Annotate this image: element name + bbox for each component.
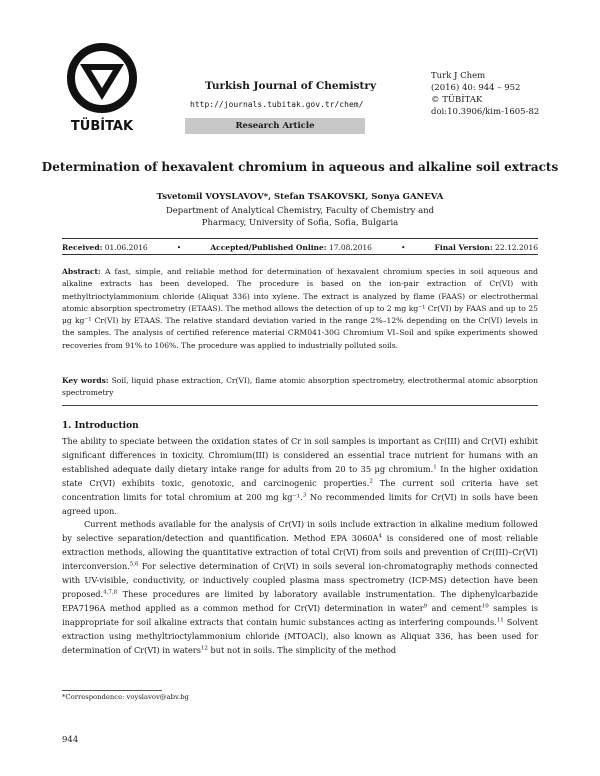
journal-abbrev: Turk J Chem	[431, 71, 486, 81]
citation-ref[interactable]: 11	[496, 617, 504, 624]
citation-ref[interactable]: 12	[200, 644, 208, 651]
intro-paragraph-1: The ability to speciate between the oxidation states of Cr in soil samples is important as Cr(III) and Cr(VI) exhibit significant differences in toxicity. Chromium(III) is considered an essential trace nutrient for humans with an established adequate daily dietary intake range for adults from 20 to 35 μg chromium.$^1$ In the higher oxidation state Cr(VI) exhibits toxic, genotoxic, and carcinogenic properties.$^2$ The current soil criteria have set concentration limits for total chromium at 200 mg kg⁻¹.$^3$ No recommended limits for Cr(VI) in soils have been agreed upon.	[62, 436, 539, 516]
article-title: Determination of hexavalent chromium in aqueous and alkaline soil extracts	[41, 160, 559, 174]
citation-ref[interactable]: 1	[433, 464, 437, 471]
date-separator: •	[176, 242, 182, 252]
journal-name: Turkish Journal of Chemistry	[205, 80, 377, 92]
tubitak-emblem-icon	[62, 42, 142, 137]
journal-url[interactable]: http://journals.tubitak.gov.tr/chem/	[190, 100, 364, 109]
citation-ref[interactable]: 4,7,8	[103, 589, 118, 596]
citation-ref[interactable]: 5,6	[129, 561, 139, 568]
abstract	[62, 266, 538, 352]
received-date: Received: 01.06.2016	[62, 242, 148, 252]
doi[interactable]: doi:10.3906/kim-1605-82	[431, 107, 540, 117]
abstract-label: Abstract:	[62, 267, 101, 276]
article-type-badge: Research Article	[185, 118, 365, 134]
citation-ref[interactable]: 3	[302, 491, 307, 498]
section-divider	[62, 405, 538, 406]
keywords-text: Soil, liquid phase extraction, Cr(VI), flame atomic absorption spectrometry, electrothermal atomic absorption spectrometry	[62, 376, 539, 398]
abstract-text: A fast, simple, and reliable method for determination of hexavalent chromium species in soil aqueous and alkaline extracts has been developed. The procedure is based on the ion-pair extraction of Cr(VI) with methyltrioctylammonium chloride (Aliquat 336) into xylene. The extract is analyzed by flame (FAAS) or electrothermal atomic absorption spectrometry (ETAAS). The method allows the detection of up to 2 mg kg⁻¹ Cr(VI) by FAAS and up to 25 μg kg⁻¹ Cr(VI) by ETAAS. The relative standard deviation varied in the range 2%–12% depending on the Cr(VI) levels in the samples. The analysis of certified reference material CRM041-30G Chromium VI–Soil and spike experiments showed recoveries from 91% to 106%. The procedure was applied to industrially polluted soils.	[62, 267, 538, 350]
citation-ref[interactable]: 9	[423, 603, 428, 610]
accepted-date: Accepted/Published Online: 17.08.2016	[210, 242, 372, 252]
authors: Tsvetomil VOYSLAVOV*, Stefan TSAKOVSKI, Sonya GANEVA	[156, 192, 444, 202]
footnote-rule	[62, 690, 162, 691]
copyright: © TÜBİTAK	[431, 95, 483, 105]
keywords	[62, 375, 538, 400]
volume-pages: (2016) 40: 944 – 952	[431, 83, 521, 93]
keywords-label: Key words:	[62, 376, 109, 385]
affiliation: Department of Analytical Chemistry, Faculty of Chemistry and Pharmacy, University of Sofia, Sofia, Bulgaria	[165, 206, 435, 228]
logo-text: TÜBİTAK	[70, 119, 134, 134]
dates-bar	[62, 238, 538, 255]
date-separator: •	[401, 242, 406, 252]
intro-heading: 1. Introduction	[62, 421, 139, 431]
page-number: 944	[62, 735, 79, 745]
intro-paragraph-2: Current methods available for the analysis of Cr(VI) in soils include extraction in alkaline medium followed by selective separation/detection and quantification. Method EPA $3060A^4$ is considered one of most reliable extraction methods, allowing the quantitative extraction of total Cr(VI) from soils and prevention of Cr(III)–Cr(VI) interconversion.$^{5,6}$ For selective determination of Cr(VI) in soils several ion-chromatography methods connected with UV-visible, conductivity, or inductively coupled plasma mass spectrometry (ICP-MS) detection have been proposed.$^{4,7,8}$ These procedures are limited by laboratory available instrumentation. The diphenylcarbazide EPA7196A method applied as a common method for Cr(VI) determination in water$^9$ and cement$^{10}$ samples is inappropriate for soil alkaline extracts that contain humic substances acting as interfering compounds.$^{11}$ Solvent extraction using methyltrioctylammonium chloride (MTOACl), also known as Aliquat 336, has been used for determination of Cr(VI) in waters$^{12}$ but not in soils. The simplicity of the method	[62, 519, 539, 655]
citation-block	[431, 70, 539, 118]
final-date: Final Version: 22.12.2016	[434, 242, 538, 252]
citation-ref[interactable]: 4	[378, 533, 383, 540]
intro-body	[62, 435, 538, 658]
tubitak-logo	[62, 42, 142, 137]
citation-ref[interactable]: 2	[369, 477, 373, 484]
correspondence-footnote: *Correspondence: voyslavov@abv.bg	[62, 693, 189, 701]
citation-ref[interactable]: 10	[481, 603, 489, 610]
